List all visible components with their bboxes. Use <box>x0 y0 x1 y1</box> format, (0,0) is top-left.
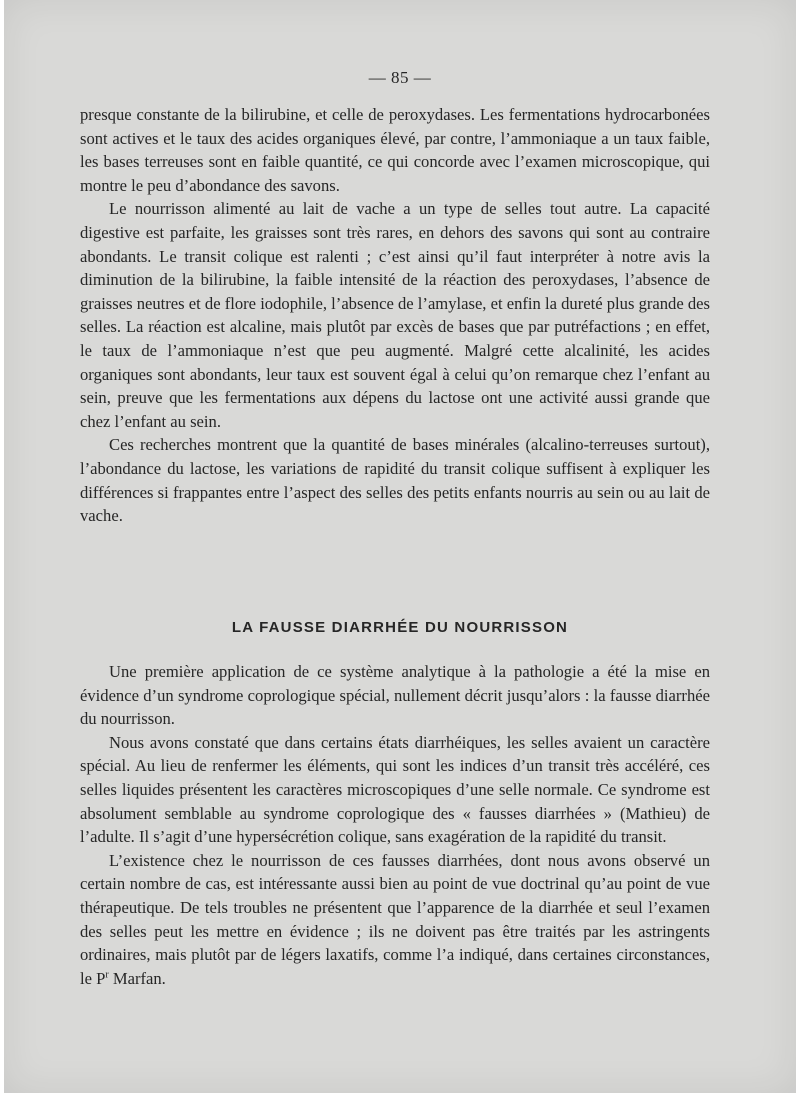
paragraph-text: L’existence chez le nourrisson de ces fausses diarrhées, dont nous avons observé un certain nombre de cas, est intéressante aussi bien au point de vue doctrinal qu’au point de vue thérapeutique. De tels troubles ne présentent que l’apparence de la diarrhée et seul l’examen des selles peut les mettre en évidence ; ils ne doivent pas être traités par les astringents ordinaires, mais plutôt par de légers laxatifs, comme l’a indiqué, dans certaines circonstances, le P <box>80 850 710 988</box>
paragraph: Nous avons constaté que dans certains états diarrhéiques, les selles avaient un caractère spécial. Au lieu de renfermer les éléments, qui sont les indices d’un transit très accéléré, ces selles liquides présentent les caractères microscopiques d’une selle normale. Ce syndrome est absolument semblable au syndrome coprologique des « fausses diarrhées » (Mathieu) de l’adulte. Il s’agit d’une hypersécrétion colique, sans exagération de la rapidité du transit. <box>80 732 710 847</box>
paragraph <box>80 849 710 991</box>
page-number: — 85 — <box>368 68 432 87</box>
superscript: r <box>105 969 109 981</box>
paragraph-end: Marfan. <box>108 968 166 988</box>
paragraph: Une première application de ce système analytique à la pathologie a été la mise en évidence d’un syndrome coprologique spécial, nullement décrit jusqu’alors : la fausse diarrhée du nourrisson. <box>80 662 710 729</box>
section-heading: LA FAUSSE DIARRHÉE DU NOURRISSON <box>231 619 569 636</box>
text-block-upper <box>80 103 710 528</box>
paragraph: Ces recherches montrent que la quantité de bases minérales (alcalino-terreuses surtout), l’abondance du lactose, les variations de rapidité du transit colique suffisent à expliquer les différences si frappantes entre l’aspect des selles des petits enfants nourris au sein ou au lait de vache. <box>80 435 710 526</box>
document-page <box>4 0 796 1093</box>
paragraph: Le nourrisson alimenté au lait de vache a un type de selles tout autre. La capacité digestive est parfaite, les graisses sont très rares, en dehors des savons qui sont au contraire abondants. Le transit colique est ralenti ; c’est ainsi qu’il faut interpréter à notre avis la diminution de la bilirubine, la faible intensité de la réaction des peroxydases, l’absence de graisses neutres et de flore iodophile, l’absence de l’amylase, et enfin la dureté plus grande des selles. La réaction est alcaline, mais plutôt par excès de bases que par putréfactions ; en effet, le taux de l’ammoniaque n’est que peu augmenté. Malgré cette alcalinité, les acides organiques sont abondants, leur taux est souvent égal à celui qu’on remarque chez l’enfant au sein, preuve que les fermentations aux dépens du lactose ont une activité aussi grande que chez l’enfant au sein. <box>80 199 710 431</box>
text-block-lower <box>80 660 710 990</box>
paragraph: presque constante de la bilirubine, et celle de peroxydases. Les fermentations hydrocarbonées sont actives et le taux des acides organiques élevé, par contre, l’ammoniaque a un taux faible, les bases terreuses sont en faible quantité, ce qui concorde avec l’examen microscopique, qui montre le peu d’abondance des savons. <box>80 105 710 195</box>
